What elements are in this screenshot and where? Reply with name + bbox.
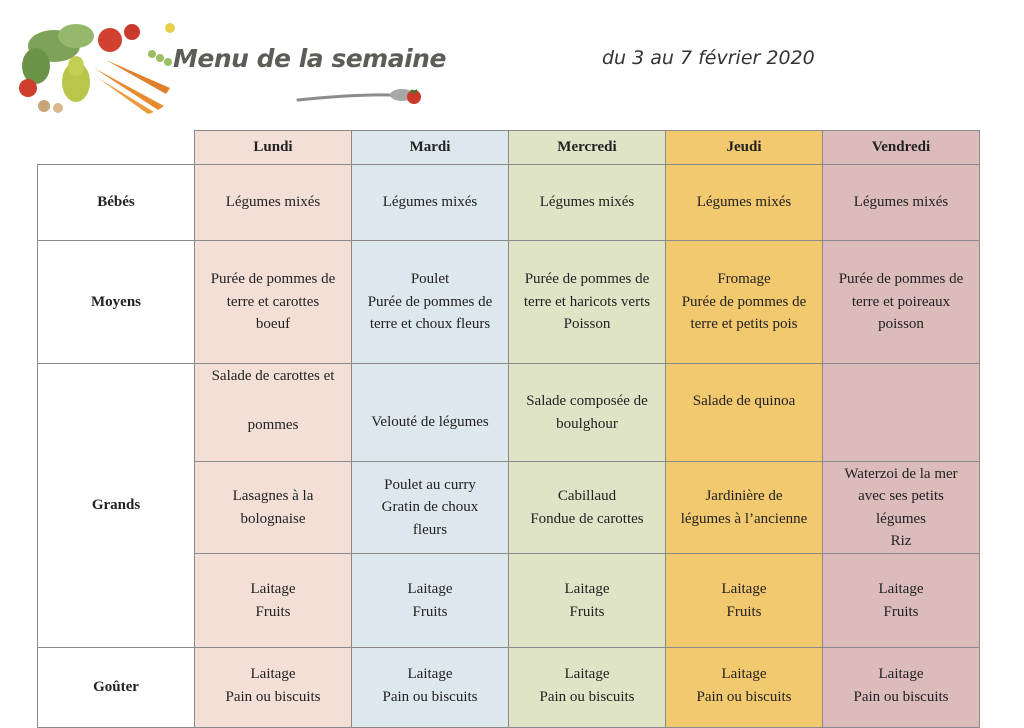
meal-text: Salade composée de boulghour [526, 393, 648, 432]
meal-text: Purée de pommes de terre et haricots verts Poisson [523, 271, 651, 333]
group-label-grands: Grands [38, 364, 195, 648]
meal-text: Laitage Fruits [250, 581, 296, 620]
meal-cell [352, 554, 509, 648]
vegetables-illustration-icon [14, 18, 176, 114]
meal-text: Lasagnes à la bolognaise [232, 488, 314, 527]
meal-text: Laitage Pain ou biscuits [853, 666, 949, 705]
meal-cell [823, 241, 980, 364]
row-bebes [38, 165, 980, 241]
meal-text: Laitage Fruits [878, 581, 924, 620]
meal-cell [352, 648, 509, 728]
spoon-with-tomato-icon [296, 84, 426, 108]
meal-cell [352, 462, 509, 554]
page-title: Menu de la semaine [173, 44, 446, 73]
row-gouter [38, 648, 980, 728]
meal-text: Laitage Fruits [564, 581, 610, 620]
day-header-jeudi: Jeudi [666, 131, 823, 165]
meal-text: pommes [247, 416, 299, 433]
meal-cell [509, 165, 666, 241]
meal-text: Poulet au curry Gratin de choux fleurs [381, 476, 479, 538]
date-range: du 3 au 7 février 2020 [602, 47, 815, 69]
day-header-mardi: Mardi [352, 131, 509, 165]
meal-text: Légumes mixés [382, 194, 478, 211]
meal-cell [195, 554, 352, 648]
group-label-gouter: Goûter [38, 648, 195, 728]
day-header-mercredi: Mercredi [509, 131, 666, 165]
corner-cell [38, 131, 195, 165]
row-grands-entree [38, 364, 980, 462]
meal-text: Salade de carottes et [211, 368, 335, 384]
meal-cell [509, 648, 666, 728]
meal-cell [509, 462, 666, 554]
group-label-moyens: Moyens [38, 241, 195, 364]
meal-text: Purée de pommes de terre et poireaux poisson [838, 271, 964, 333]
meal-cell [666, 648, 823, 728]
meal-cell [509, 554, 666, 648]
menu-table [37, 130, 980, 728]
meal-text: Laitage Fruits [407, 581, 453, 620]
meal-text: Légumes mixés [853, 194, 949, 211]
meal-text: Poulet Purée de pommes de terre et choux fleurs [367, 271, 493, 333]
meal-text: Laitage Pain ou biscuits [225, 666, 321, 705]
meal-text: Légumes mixés [225, 194, 321, 211]
meal-cell [823, 554, 980, 648]
meal-text: Jardinière de légumes à l’ancienne [680, 488, 808, 527]
meal-text: Légumes mixés [696, 194, 792, 211]
meal-text: Laitage Pain ou biscuits [696, 666, 792, 705]
day-header-row [38, 131, 980, 165]
meal-cell [352, 165, 509, 241]
meal-cell [823, 165, 980, 241]
meal-cell [823, 462, 980, 554]
meal-cell [509, 241, 666, 364]
day-header-lundi: Lundi [195, 131, 352, 165]
meal-text: Légumes mixés [539, 194, 635, 211]
meal-cell [195, 462, 352, 554]
meal-cell [195, 364, 352, 462]
meal-text: Laitage Pain ou biscuits [382, 666, 478, 705]
meal-cell [666, 165, 823, 241]
day-header-vendredi: Vendredi [823, 131, 980, 165]
meal-text: Waterzoi de la mer avec ses petits légumes Riz [844, 465, 958, 549]
row-moyens [38, 241, 980, 364]
meal-cell [823, 364, 980, 462]
meal-text: Cabillaud Fondue de carottes [530, 488, 644, 527]
group-label-bebes: Bébés [38, 165, 195, 241]
meal-text: Velouté de légumes [371, 414, 489, 430]
meal-cell [509, 364, 666, 462]
meal-text: Laitage Fruits [721, 581, 767, 620]
meal-text: Purée de pommes de terre et carottes boeuf [210, 271, 336, 333]
meal-cell [666, 364, 823, 462]
meal-cell [195, 165, 352, 241]
meal-text: Salade de quinoa [692, 393, 796, 409]
meal-cell [666, 462, 823, 554]
meal-cell [195, 241, 352, 364]
meal-cell [352, 241, 509, 364]
meal-cell [352, 364, 509, 462]
meal-cell [666, 241, 823, 364]
meal-cell [195, 648, 352, 728]
meal-cell [666, 554, 823, 648]
meal-text: Fromage Purée de pommes de terre et petits pois [681, 271, 807, 333]
meal-cell [823, 648, 980, 728]
meal-text: Laitage Pain ou biscuits [539, 666, 635, 705]
